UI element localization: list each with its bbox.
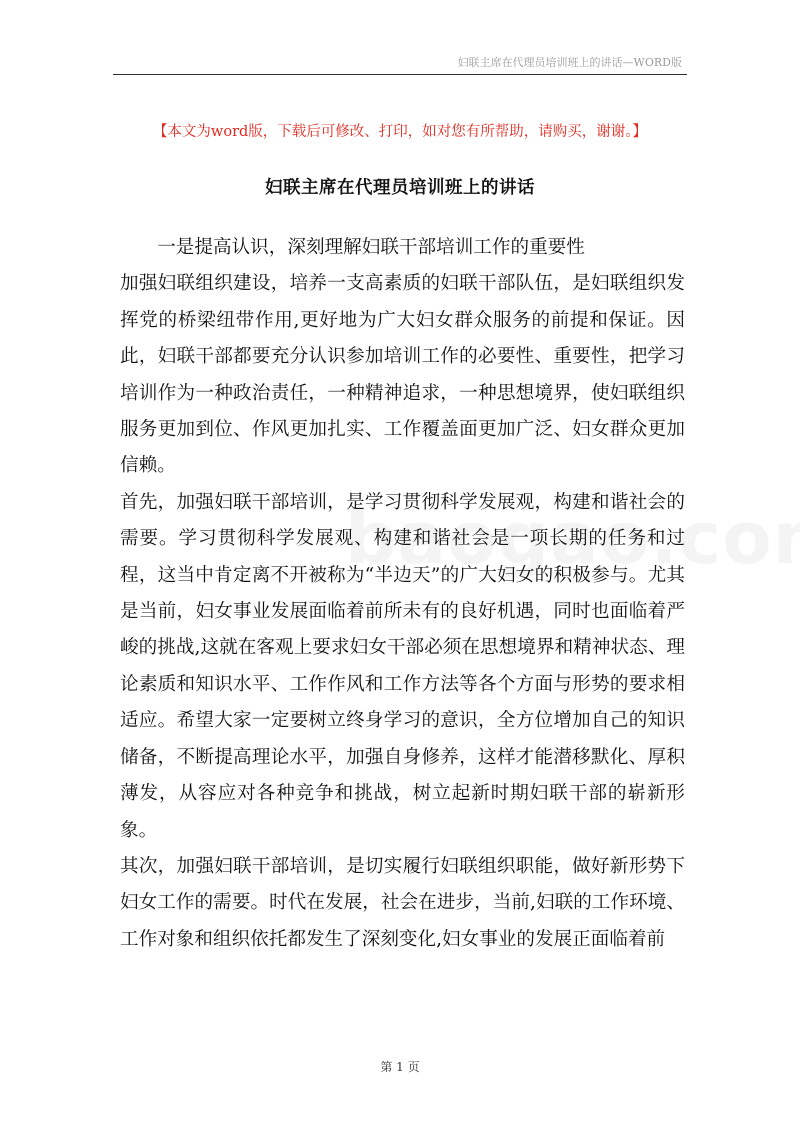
- body-paragraph: 首先，加强妇联干部培训，是学习贯彻科学发展观，构建和谐社会的需要。学习贯彻科学发展观、构建和谐社会是一项长期的任务和过程，这当中肯定离不开被称为“半边天”的广大妇女的积极参与。尤其是当前，妇女事业发展面临着前所未有的良好机遇，同时也面临着严峻的挑战,这就在客观上要求妇女干部必须在思想境界和精神状态、理论素质和知识水平、工作作风和工作方法等各个方面与形势的要求相适应。希望大家一定要树立终身学习的意识，全方位增加自己的知识储备，不断提高理论水平，加强自身修养，这样才能潜移默化、厚积薄发，从容应对各种竞争和挑战，树立起新时期妇联干部的崭新形象。: [120, 491, 685, 841]
- purchase-notice: 【本文为word版，下载后可修改、打印，如对您有所帮助，请购买，谢谢。】: [152, 124, 648, 140]
- body-paragraph: 加强妇联组织建设，培养一支高素质的妇联干部队伍，是妇联组织发挥党的桥梁纽带作用,更好地为广大妇女群众服务的前提和保证。因此，妇联干部都要充分认识参加培训工作的必要性、重要性，把学习培训作为一种政治责任，一种精神追求，一种思想境界，使妇联组织服务更加到位、作风更加扎实、工作覆盖面更加广泛、妇女群众更加信赖。: [120, 273, 685, 477]
- running-header: 妇联主席在代理员培训班上的讲话—WORD版: [457, 56, 682, 69]
- header-divider: [113, 74, 687, 75]
- page-number: 第 1 页: [380, 1060, 420, 1074]
- document-title: 妇联主席在代理员培训班上的讲话: [265, 178, 535, 198]
- section-heading: 一是提高认识，深刻理解妇联干部培训工作的重要性: [157, 237, 585, 258]
- body-paragraph: 其次，加强妇联干部培训，是切实履行妇联组织职能，做好新形势下妇女工作的需要。时代在发展，社会在进步，当前,妇联的工作环境、工作对象和组织依托都发生了深刻变化,妇女事业的发展正面临着前: [120, 855, 685, 950]
- document-body: [120, 230, 685, 958]
